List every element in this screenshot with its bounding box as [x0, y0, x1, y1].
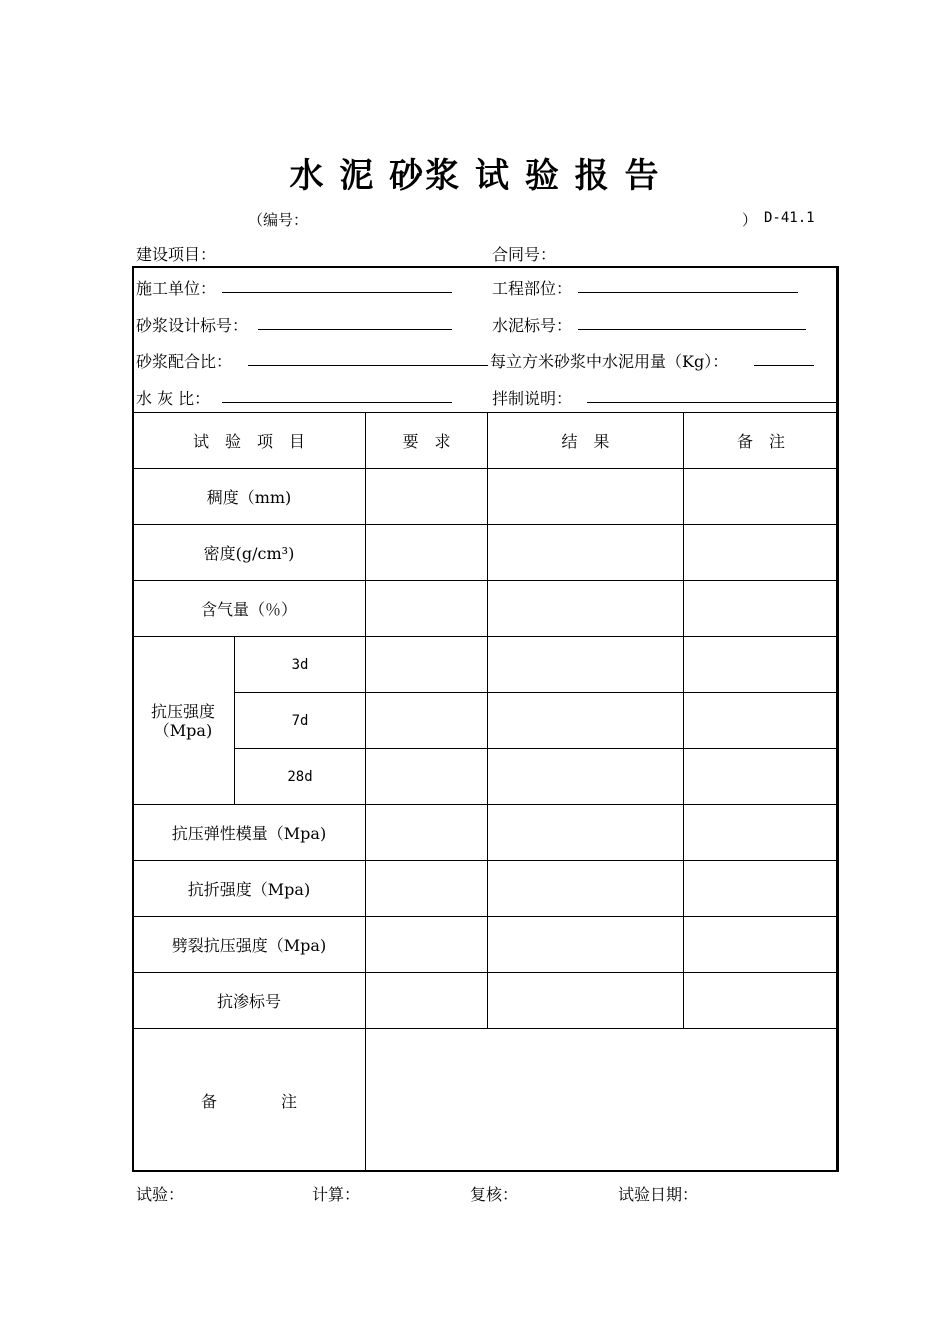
footer-date-label: 试验日期：: [618, 1185, 699, 1204]
wc-ratio-label: 水 灰 比：: [136, 389, 211, 408]
grid-line: [487, 412, 488, 1028]
cement-grade-field[interactable]: [578, 329, 806, 330]
project-label: 建设项目：: [136, 245, 217, 264]
row-density: 密度(g/cm³): [203, 544, 295, 563]
row-elastic-modulus: 抗压弹性模量（Mpa): [171, 824, 327, 843]
header-test-item: 试 验 项 目: [192, 432, 305, 451]
project-part-label: 工程部位：: [492, 279, 573, 298]
project-part-field[interactable]: [578, 292, 798, 293]
mix-ratio-field[interactable]: [248, 365, 488, 366]
cement-grade-label: 水泥标号：: [492, 316, 573, 335]
row-air-content: 含气量（％）: [200, 600, 297, 619]
cement-per-m3-field[interactable]: [754, 365, 814, 366]
row-flexural-strength: 抗折强度（Mpa): [187, 880, 311, 899]
footer-test-label: 试验：: [136, 1185, 185, 1204]
row-impermeability: 抗渗标号: [216, 992, 281, 1011]
serial-label: （编号：: [248, 211, 309, 229]
row-age-28d: 28d: [287, 768, 313, 785]
mix-ratio-label: 砂浆配合比：: [136, 352, 233, 371]
contract-label: 合同号：: [492, 245, 557, 264]
header-requirement: 要 求: [402, 432, 451, 451]
row-compressive-strength: 抗压强度（Mpa): [150, 701, 215, 740]
grid-line: [365, 412, 366, 1171]
footer-review-label: 复核：: [470, 1185, 519, 1204]
remarks-label: 备 注: [200, 1091, 297, 1111]
mortar-grade-field[interactable]: [258, 329, 452, 330]
footer-calc-label: 计算：: [312, 1185, 361, 1204]
row-splitting-strength: 劈裂抗压强度（Mpa): [171, 936, 327, 955]
construction-unit-label: 施工单位：: [136, 279, 217, 298]
mortar-grade-label: 砂浆设计标号：: [136, 316, 249, 335]
header-result: 结 果: [561, 432, 610, 451]
row-age-3d: 3d: [291, 656, 309, 673]
serial-close: ）: [742, 211, 758, 229]
page-title: 水 泥 砂浆 试 验 报 告: [289, 156, 661, 196]
grid-line: [683, 412, 684, 1028]
row-age-7d: 7d: [291, 712, 309, 729]
mixing-note-label: 拌制说明：: [492, 389, 573, 408]
header-remark: 备 注: [736, 432, 785, 451]
construction-unit-field[interactable]: [222, 292, 452, 293]
cement-per-m3-label: 每立方米砂浆中水泥用量（Kg）：: [490, 352, 729, 371]
form-code: D-41.1: [764, 210, 815, 226]
row-consistency: 稠度（mm): [206, 488, 292, 507]
wc-ratio-field[interactable]: [222, 402, 452, 403]
mixing-note-field[interactable]: [587, 402, 837, 403]
